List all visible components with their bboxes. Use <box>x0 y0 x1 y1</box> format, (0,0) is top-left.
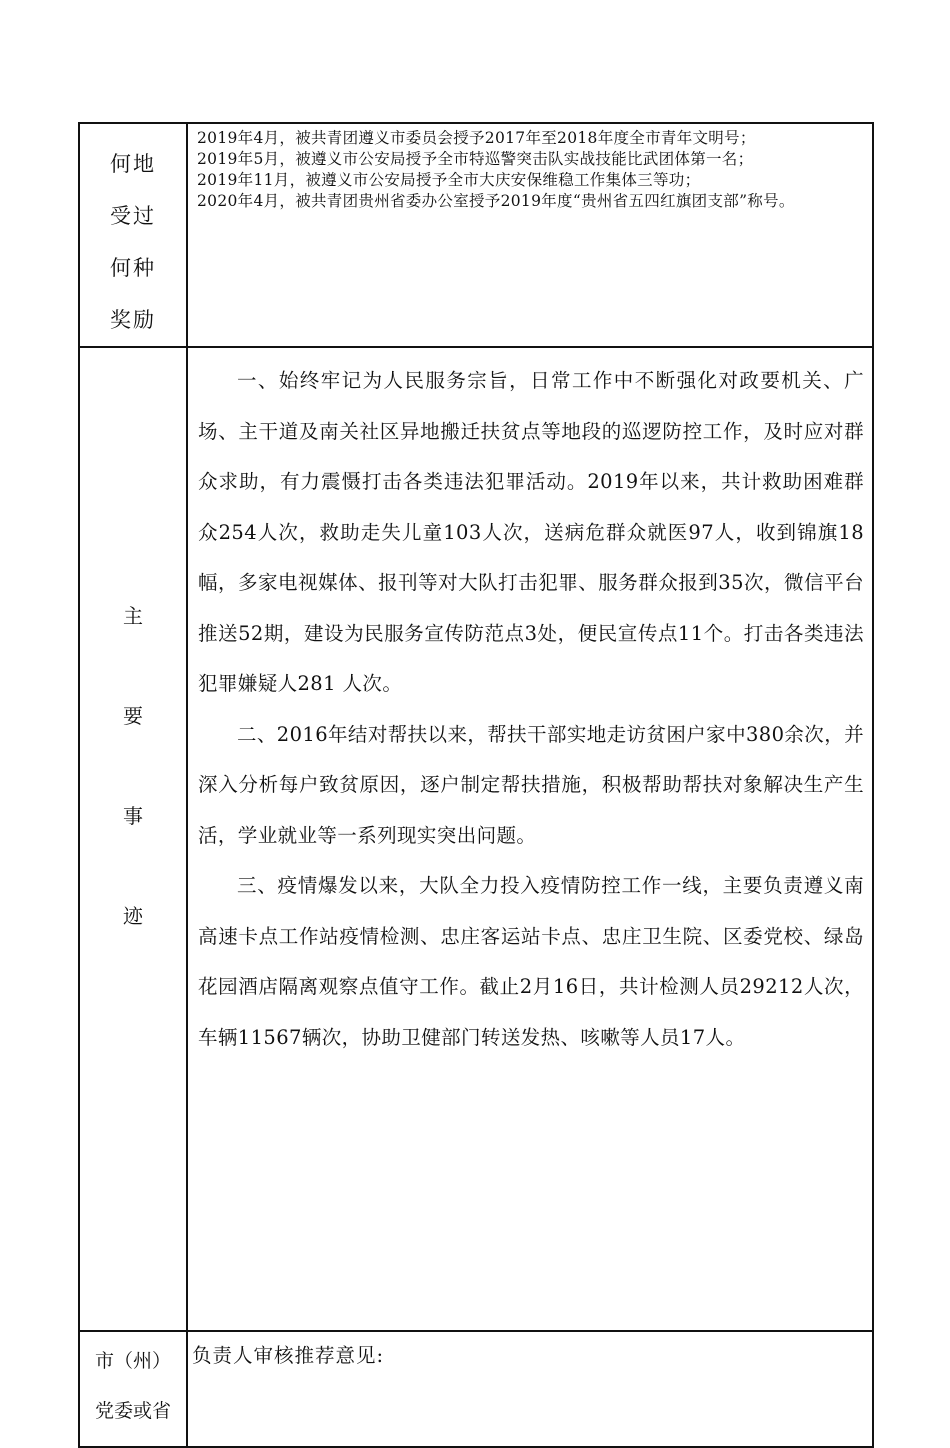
deed-paragraph: 一、始终牢记为人民服务宗旨，日常工作中不断强化对政要机关、广场、主干道及南关社区异地搬迁扶贫点等地段的巡逻防控工作，及时应对群众求助，有力震慑打击各类违法犯罪活动。2019年以来，共计救助困难群众254人次，救助走失儿童103人次，送病危群众就医97人，收到锦旗18幅，多家电视媒体、报刊等对大队打击犯罪、服务群众报到35次，微信平台推送52期，建设为民服务宣传防范点3处，便民宣传点11个。打击各类违法犯罪嫌疑人281 人次。 <box>198 369 864 695</box>
awards-label-cell <box>79 123 187 347</box>
deeds-row <box>79 347 873 1331</box>
awards-label-line: 何种 <box>110 256 156 280</box>
deeds-label-char: 要 <box>123 704 143 728</box>
deeds-label-cell <box>79 347 187 1331</box>
recommendation-row <box>79 1331 873 1447</box>
recommendation-label-cell <box>79 1331 187 1447</box>
award-item: 2019年5月，被遵义市公安局授予全市特巡警突击队实战技能比武团体第一名； <box>197 150 754 168</box>
deed-paragraph: 三、疫情爆发以来，大队全力投入疫情防控工作一线，主要负责遵义南高速卡点工作站疫情检测、忠庄客运站卡点、忠庄卫生院、区委党校、绿岛花园酒店隔离观察点值守工作。截止2月16日，共计检测人员29212人次，车辆11567辆次，协助卫健部门转送发热、咳嗽等人员17人。 <box>198 874 864 1049</box>
awards-label-line: 受过 <box>110 204 156 228</box>
deeds-label-char: 迹 <box>123 904 143 928</box>
awards-row <box>79 123 873 347</box>
award-item: 2019年11月，被遵义市公安局授予全市大庆安保维稳工作集体三等功； <box>197 171 701 189</box>
awards-label-line: 奖励 <box>110 308 156 332</box>
awards-label-line: 何地 <box>110 152 156 176</box>
award-item: 2020年4月，被共青团贵州省委办公室授予2019年度“贵州省五四红旗团支部”称号。 <box>197 192 795 210</box>
recommendation-prompt: 负责人审核推荐意见: <box>192 1344 385 1367</box>
recommendation-label-line: 党委或省 <box>94 1400 171 1422</box>
award-item: 2019年4月，被共青团遵义市委员会授予2017年至2018年度全市青年文明号； <box>197 129 756 147</box>
recommendation-label-line: 市（州） <box>94 1350 171 1372</box>
awards-list-cell <box>187 123 873 347</box>
recommendation-content-cell <box>187 1331 873 1447</box>
deeds-label-char: 主 <box>123 604 143 628</box>
deeds-label-char: 事 <box>123 804 143 828</box>
deeds-content-cell <box>187 347 873 1331</box>
commendation-form-table <box>78 122 874 1448</box>
deed-paragraph: 二、2016年结对帮扶以来，帮扶干部实地走访贫困户家中380余次，并深入分析每户致贫原因，逐户制定帮扶措施，积极帮助帮扶对象解决生产生活，学业就业等一系列现实突出问题。 <box>198 722 864 847</box>
